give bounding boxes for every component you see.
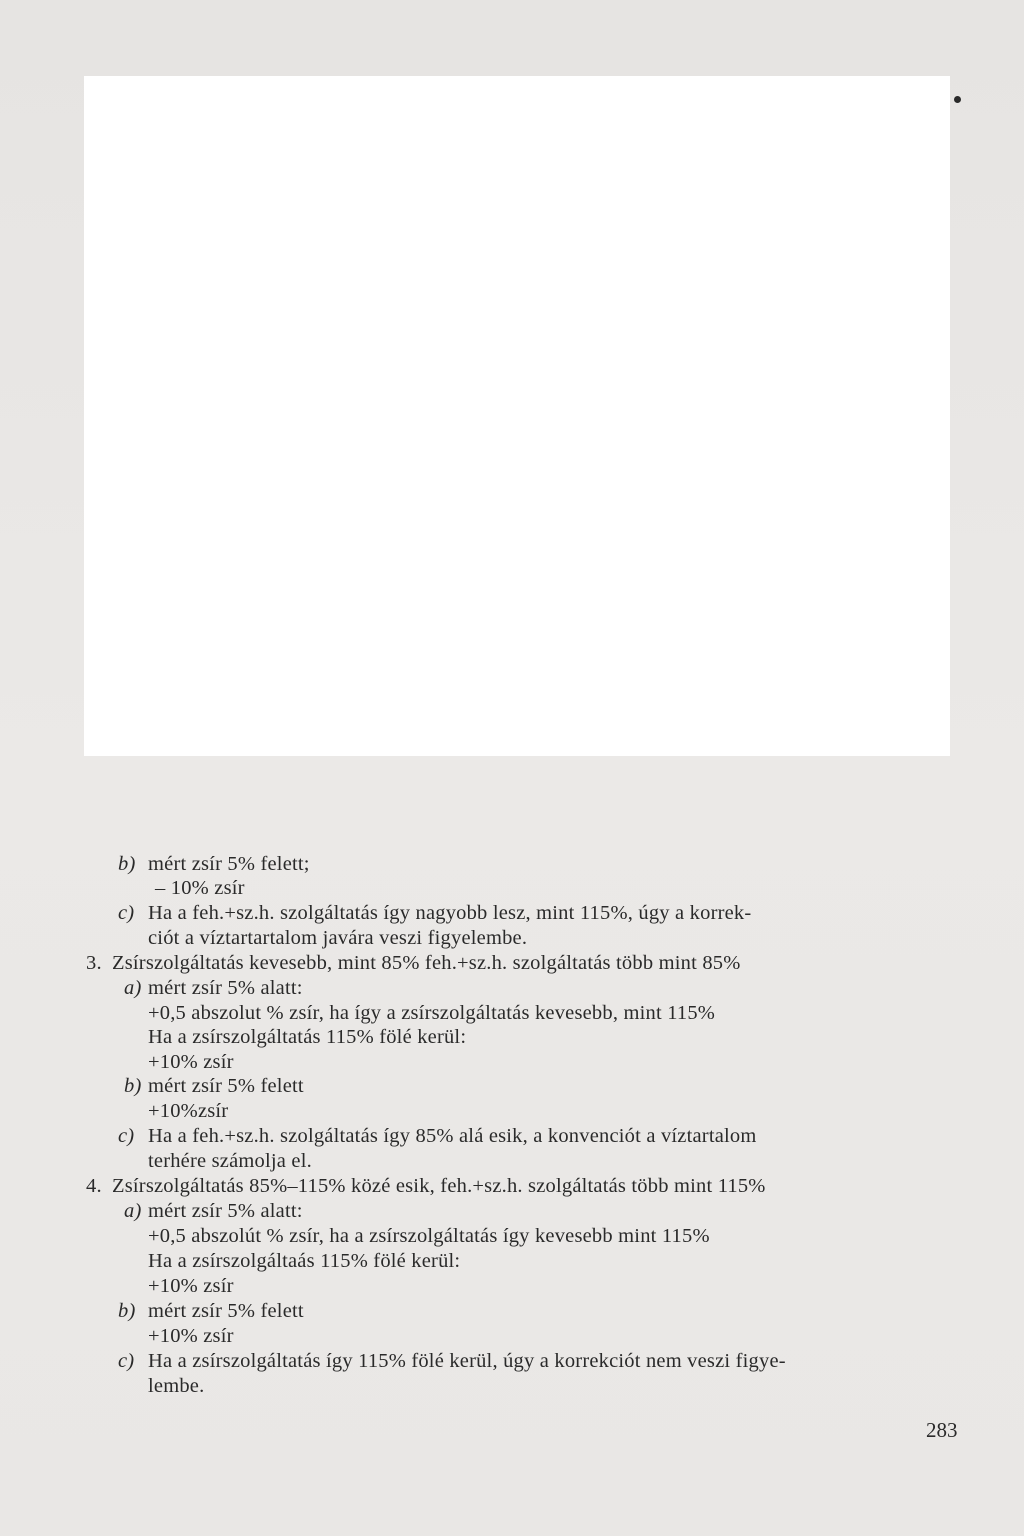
text-line: +10%zsír: [148, 1100, 229, 1122]
text-line: +10% zsír: [148, 1051, 234, 1073]
text-line: lembe.: [148, 1375, 205, 1397]
item-label: b): [118, 853, 136, 875]
text-line: terhére számolja el.: [148, 1150, 312, 1172]
page-number: 283: [926, 1418, 958, 1442]
text-line: mért zsír 5% alatt:: [148, 1200, 303, 1222]
text-line: Zsírszolgáltatás 85%–115% közé esik, feh.+sz.h. szolgáltatás több mint 115%: [112, 1175, 766, 1197]
text-line: +10% zsír: [148, 1325, 234, 1347]
section-number: 3.: [86, 952, 102, 974]
blank-image-area: [84, 76, 950, 756]
text-line: Ha a feh.+sz.h. szolgáltatás így nagyobb lesz, mint 115%, úgy a korrek-: [148, 902, 752, 924]
text-line: – 10% zsír: [155, 877, 245, 899]
item-label: a): [124, 977, 142, 999]
text-line: mért zsír 5% felett;: [148, 853, 310, 875]
text-line: mért zsír 5% felett: [148, 1300, 304, 1322]
text-line: Zsírszolgáltatás kevesebb, mint 85% feh.+sz.h. szolgáltatás több mint 85%: [112, 952, 741, 974]
text-line: mért zsír 5% felett: [148, 1075, 304, 1097]
text-line: Ha a feh.+sz.h. szolgáltatás így 85% alá esik, a konvenciót a víztartalom: [148, 1125, 757, 1147]
item-label: b): [118, 1300, 136, 1322]
text-line: Ha a zsírszolgáltatás így 115% fölé kerül, úgy a korrekciót nem veszi figye-: [148, 1350, 786, 1372]
item-label: c): [118, 902, 135, 924]
text-line: +0,5 abszolut % zsír, ha így a zsírszolgáltatás kevesebb, mint 115%: [148, 1002, 716, 1024]
section-number: 4.: [86, 1175, 102, 1197]
item-label: a): [124, 1200, 142, 1222]
item-label: c): [118, 1350, 135, 1372]
item-label: b): [124, 1075, 142, 1097]
text-line: Ha a zsírszolgáltaás 115% fölé kerül:: [148, 1250, 461, 1272]
text-line: +0,5 abszolút % zsír, ha a zsírszolgáltatás így kevesebb mint 115%: [148, 1225, 710, 1247]
text-line: mért zsír 5% alatt:: [148, 977, 303, 999]
text-line: ciót a víztartartalom javára veszi figyelembe.: [148, 927, 528, 949]
ink-dot-mark: [954, 96, 961, 103]
item-label: c): [118, 1125, 135, 1147]
text-line: +10% zsír: [148, 1275, 234, 1297]
text-line: Ha a zsírszolgáltatás 115% fölé kerül:: [148, 1026, 467, 1048]
